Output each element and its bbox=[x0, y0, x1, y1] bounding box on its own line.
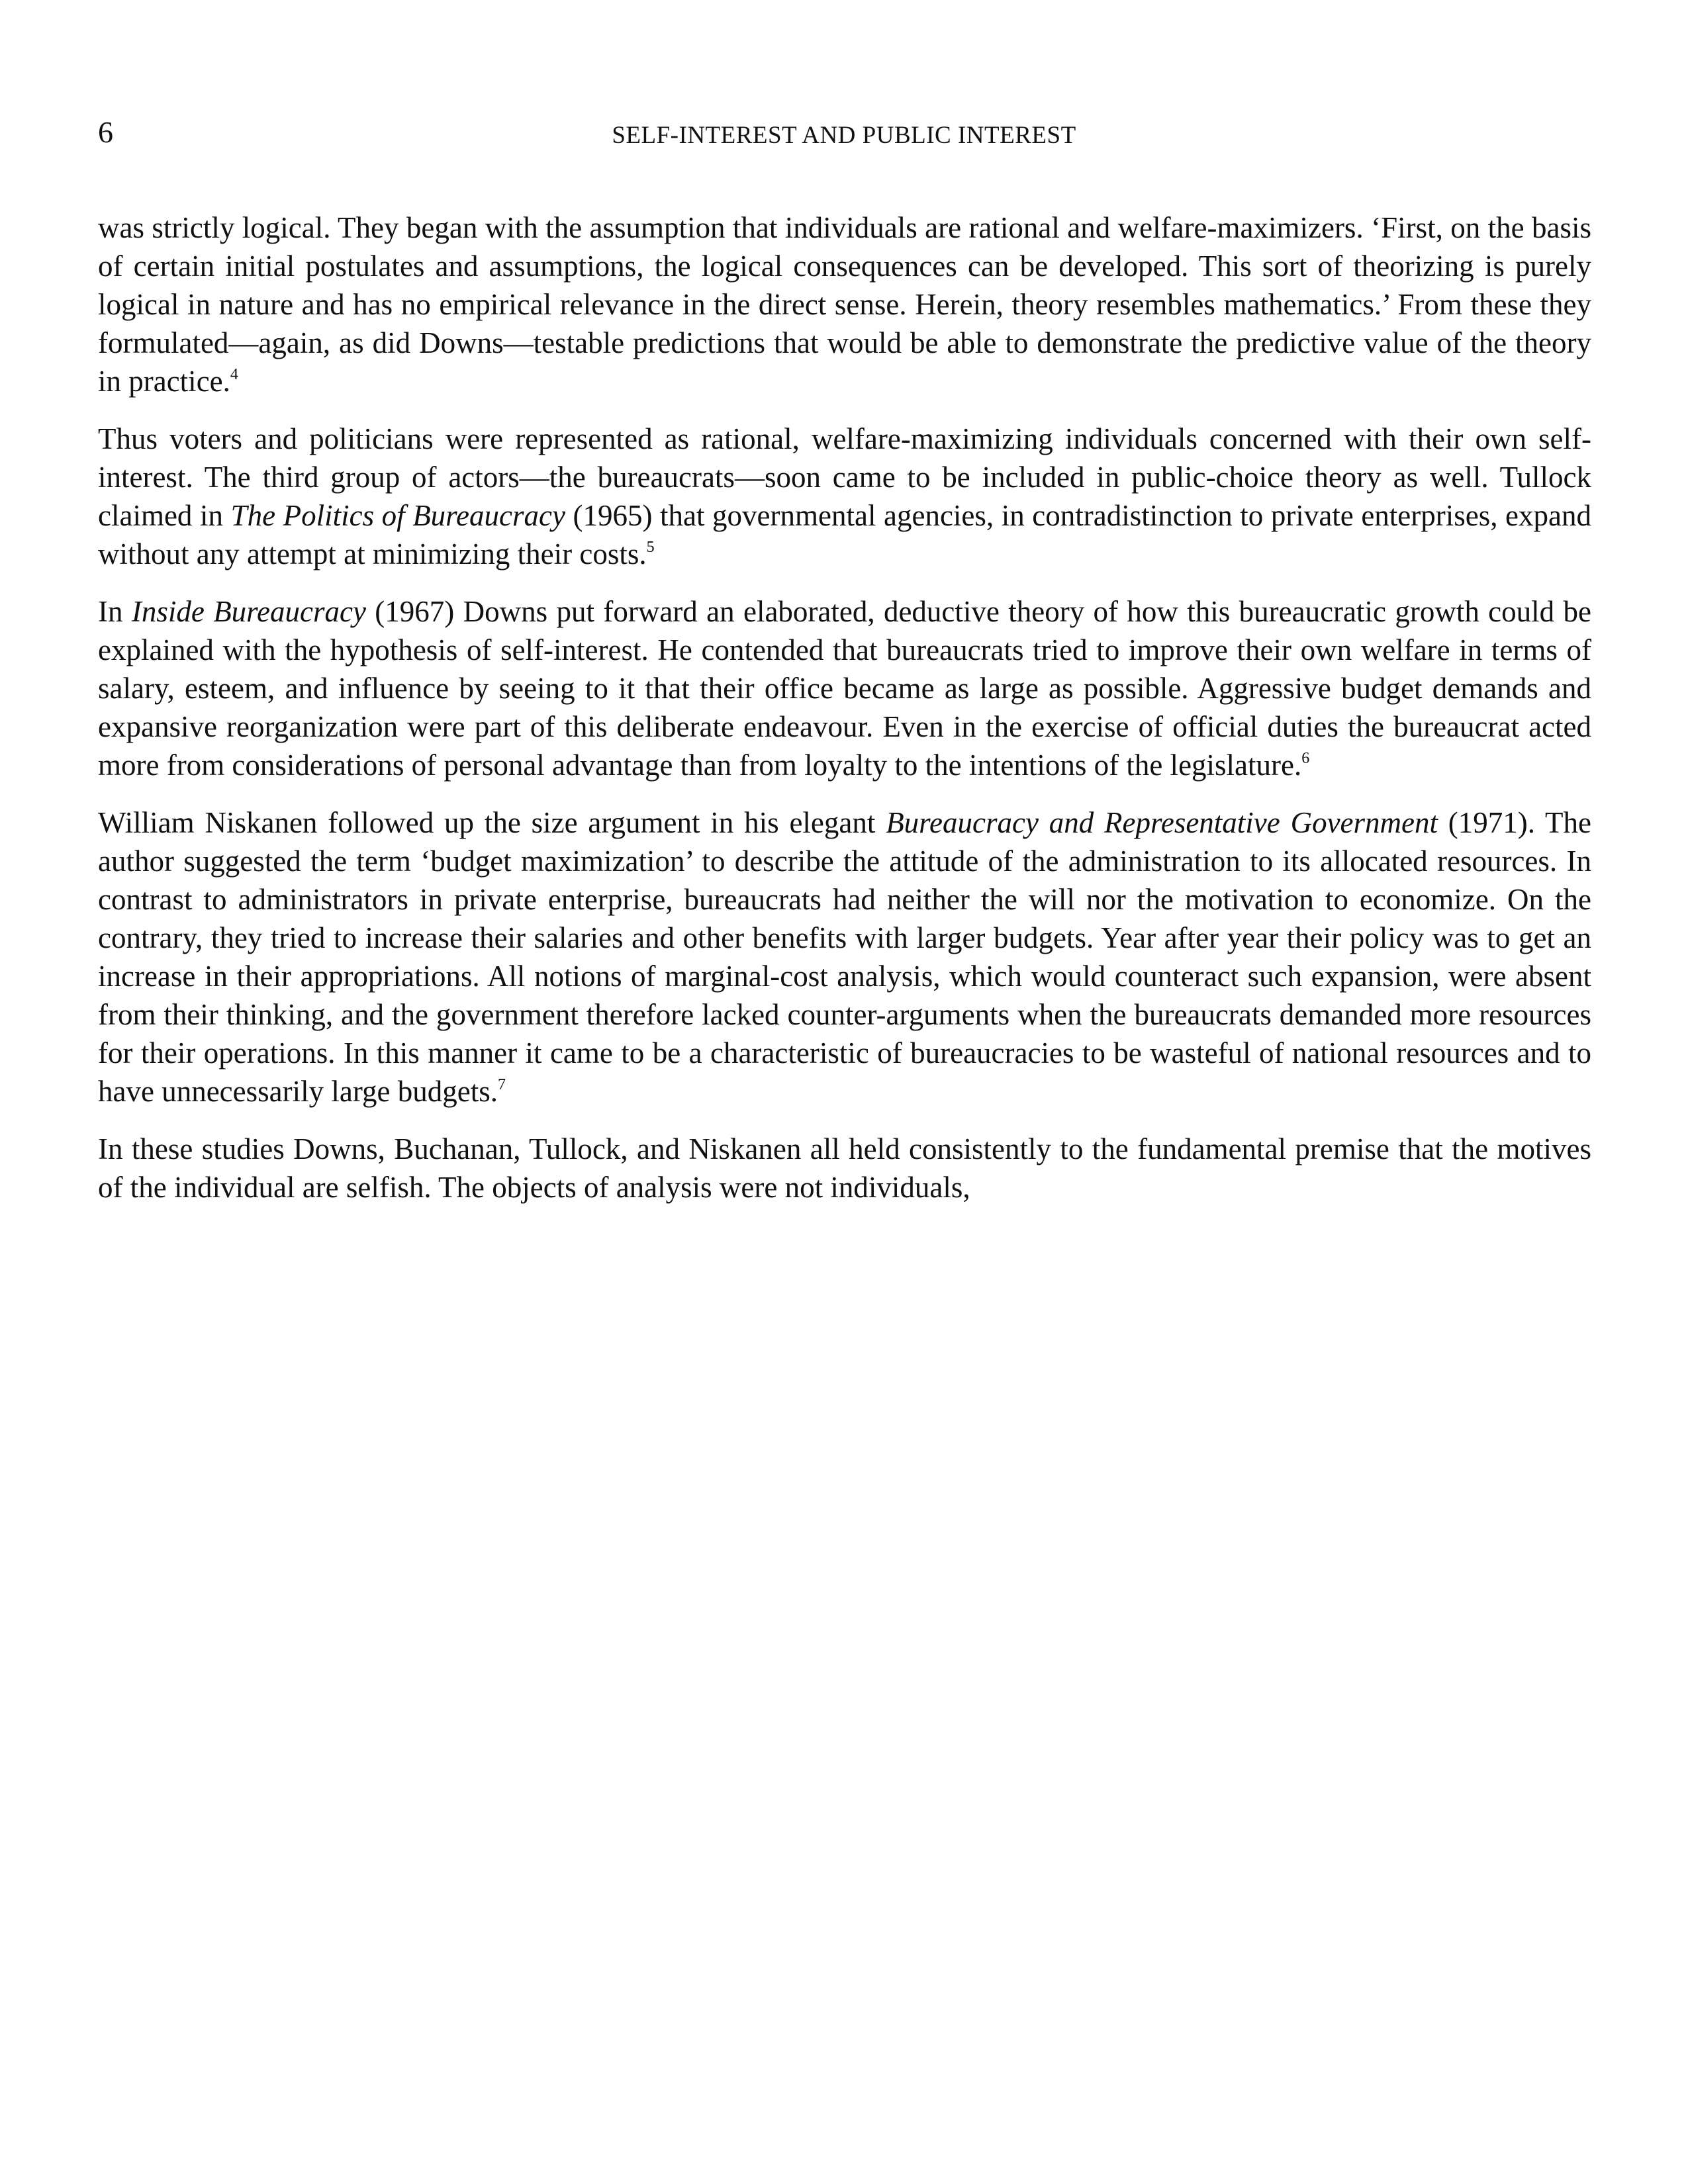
footnote-ref: 6 bbox=[1301, 750, 1310, 767]
paragraph-text: In bbox=[98, 595, 132, 628]
footnote-ref: 4 bbox=[230, 366, 238, 383]
paragraph-text: William Niskanen followed up the size argument in his elegant bbox=[98, 806, 886, 839]
running-head: SELF-INTEREST AND PUBLIC INTEREST bbox=[612, 122, 1076, 149]
paragraph-text: (1971). The author suggested the term ‘budget maximization’ to describe the attitude of the administration to its allocated resources. In contrast to administrators in private enterprise, bureaucrats had neither the will nor the motivation to economize. On the contrary, they tried to increase their salaries and other benefits with larger budgets. Year after year their policy was to get an increase in their appropriations. All notions of marginal-cost analysis, which would counteract such expansion, were absent from their thinking, and the government therefore lacked counter-arguments when the bureaucrats demanded more resources for their operations. In this manner it came to be a characteristic of bureaucracies to be wasteful of national resources and to have unnecessarily large budgets. bbox=[98, 806, 1591, 1108]
paragraph-4 bbox=[98, 803, 1591, 1111]
paragraph-1 bbox=[98, 208, 1591, 400]
paragraph-3 bbox=[98, 592, 1591, 784]
page-number: 6 bbox=[98, 115, 113, 149]
book-title: Bureaucracy and Representative Government bbox=[886, 806, 1438, 839]
book-title: The Politics of Bureaucracy bbox=[230, 499, 565, 532]
body-text bbox=[98, 208, 1591, 1226]
footnote-ref: 7 bbox=[497, 1076, 506, 1093]
paragraph-text: was strictly logical. They began with the assumption that individuals are rational and welfare-maximizers. ‘First, on the basis of certain initial postulates and assumptions, the logical consequences can be developed. This sort of theorizing is purely logical in nature and has no empirical relevance in the direct sense. Herein, theory resembles mathematics.’ From these they formulated—again, as did Downs—testable predictions that would be able to demonstrate the predictive value of the theory in practice. bbox=[98, 211, 1591, 398]
paragraph-5 bbox=[98, 1130, 1591, 1206]
book-title: Inside Bureaucracy bbox=[131, 595, 366, 628]
paragraph-2 bbox=[98, 420, 1591, 573]
footnote-ref: 5 bbox=[646, 539, 655, 556]
paragraph-text: (1965) that governmental agencies, in contradistinction to private enterprises, expand without any attempt at minimizing their costs. bbox=[98, 499, 1591, 570]
paragraph-text: Thus voters and politicians were represented as rational, welfare-maximizing individuals concerned with their own self-interest. The third group of actors—the bureaucrats—soon came to be included in public-choice theory as well. Tullock claimed in bbox=[98, 422, 1591, 532]
paragraph-text: In these studies Downs, Buchanan, Tullock, and Niskanen all held consistently to the fundamental premise that the motives of the individual are selfish. The objects of analysis were not individuals, bbox=[98, 1132, 1591, 1204]
paragraph-text: (1967) Downs put forward an elaborated, deductive theory of how this bureaucratic growth could be explained with the hypothesis of self-interest. He contended that bureaucrats tried to improve their own welfare in terms of salary, esteem, and influence by seeing to it that their office became as large as possible. Aggressive budget demands and expansive reorganization were part of this deliberate endeavour. Even in the exercise of official duties the bureaucrat acted more from considerations of personal advantage than from loyalty to the intentions of the legislature. bbox=[98, 595, 1591, 782]
